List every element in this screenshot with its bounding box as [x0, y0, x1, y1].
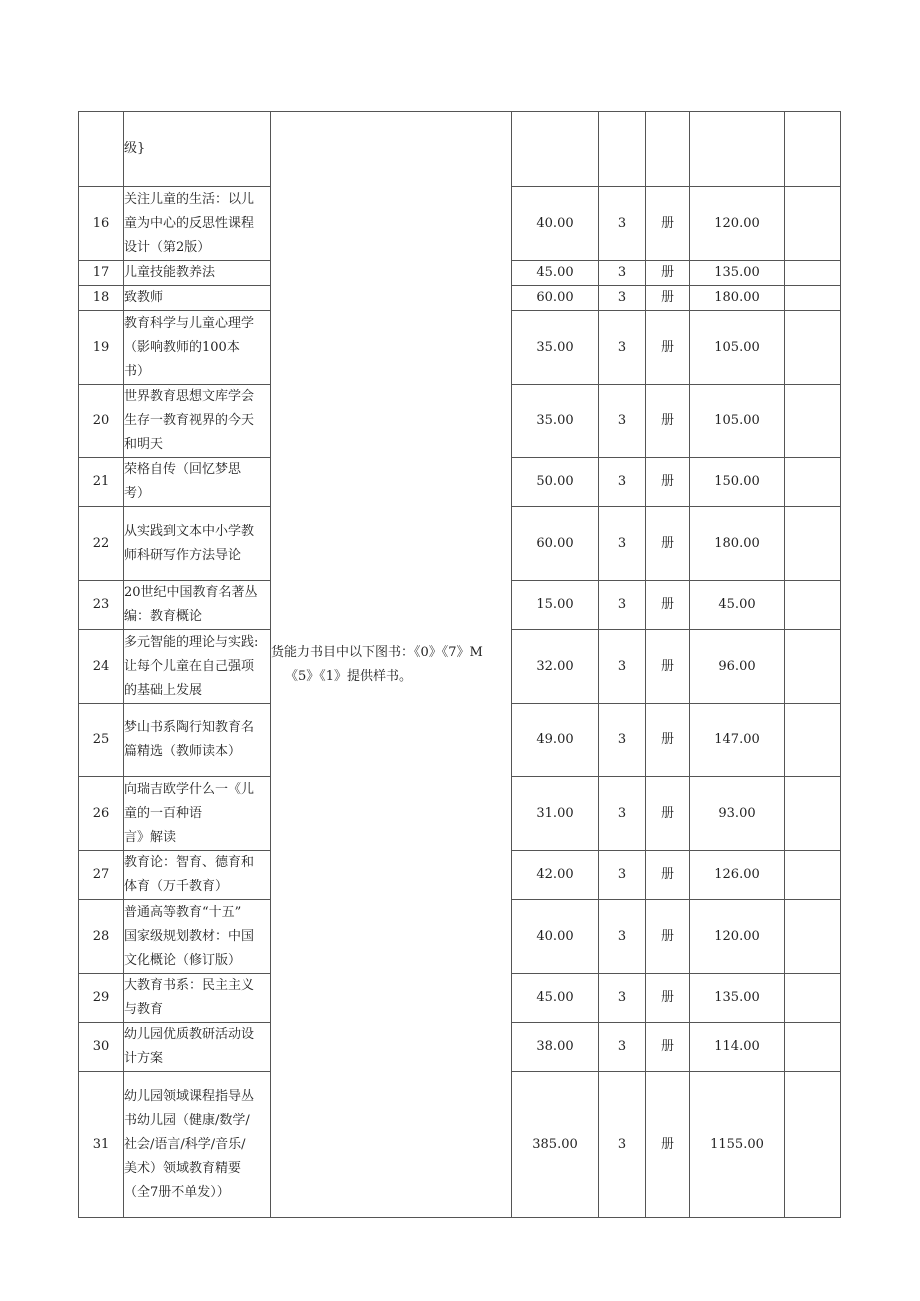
book-title-text: 级}	[124, 141, 146, 156]
total-price: 1155.00	[690, 1072, 785, 1218]
unit: 册	[646, 900, 690, 974]
total-price: 135.00	[690, 261, 785, 286]
row-number: 26	[79, 777, 124, 851]
unit-price: 31.00	[512, 777, 599, 851]
book-title-text: 梦山书系陶行知教育名 篇精选（教师读本）	[124, 720, 255, 759]
book-title-text: 幼儿园优质教研活动设 计方案	[124, 1027, 255, 1066]
quantity: 3	[599, 704, 646, 777]
book-title	[124, 458, 271, 507]
quantity: 3	[599, 851, 646, 900]
book-title	[124, 581, 271, 630]
quantity	[599, 112, 646, 187]
extra-cell	[785, 507, 841, 581]
book-title	[124, 261, 271, 286]
unit-price	[512, 112, 599, 187]
unit: 册	[646, 187, 690, 261]
unit: 册	[646, 1023, 690, 1072]
extra-cell	[785, 704, 841, 777]
book-title	[124, 385, 271, 458]
quantity: 3	[599, 630, 646, 704]
unit-price: 50.00	[512, 458, 599, 507]
row-number: 17	[79, 261, 124, 286]
unit-price: 38.00	[512, 1023, 599, 1072]
total-price: 45.00	[690, 581, 785, 630]
unit-price: 385.00	[512, 1072, 599, 1218]
extra-cell	[785, 1072, 841, 1218]
extra-cell	[785, 112, 841, 187]
quantity: 3	[599, 385, 646, 458]
quantity: 3	[599, 1023, 646, 1072]
book-title	[124, 974, 271, 1023]
total-price: 120.00	[690, 900, 785, 974]
row-number: 16	[79, 187, 124, 261]
book-title-text: 儿童技能教养法	[124, 265, 216, 280]
unit-price: 40.00	[512, 900, 599, 974]
total-price: 105.00	[690, 311, 785, 385]
unit-price: 35.00	[512, 385, 599, 458]
row-number: 28	[79, 900, 124, 974]
quantity: 3	[599, 458, 646, 507]
book-title	[124, 851, 271, 900]
book-title-text: 从实践到文本中小学教 师科研写作方法导论	[124, 523, 255, 563]
quantity: 3	[599, 261, 646, 286]
unit: 册	[646, 458, 690, 507]
unit-price: 60.00	[512, 286, 599, 311]
unit: 册	[646, 581, 690, 630]
unit	[646, 112, 690, 187]
row-number: 29	[79, 974, 124, 1023]
book-title-text: 致教师	[124, 290, 164, 305]
total-price: 135.00	[690, 974, 785, 1023]
unit: 册	[646, 777, 690, 851]
unit: 册	[646, 704, 690, 777]
extra-cell	[785, 851, 841, 900]
extra-cell	[785, 1023, 841, 1072]
extra-cell	[785, 187, 841, 261]
row-number: 21	[79, 458, 124, 507]
unit: 册	[646, 851, 690, 900]
book-title	[124, 1072, 271, 1218]
row-number: 18	[79, 286, 124, 311]
quantity: 3	[599, 286, 646, 311]
quantity: 3	[599, 581, 646, 630]
book-title	[124, 630, 271, 704]
unit-price: 45.00	[512, 974, 599, 1023]
row-number: 22	[79, 507, 124, 581]
unit: 册	[646, 974, 690, 1023]
extra-cell	[785, 900, 841, 974]
extra-cell	[785, 385, 841, 458]
total-price: 147.00	[690, 704, 785, 777]
unit-price: 32.00	[512, 630, 599, 704]
book-title	[124, 112, 271, 187]
unit: 册	[646, 1072, 690, 1218]
remarks-line-2: 《5》《1》提供样书。	[285, 668, 413, 684]
quantity: 3	[599, 311, 646, 385]
total-price: 105.00	[690, 385, 785, 458]
extra-cell	[785, 458, 841, 507]
book-title-text: 关注儿童的生活：以儿 童为中心的反思性课程 设计（第2版）	[124, 191, 255, 255]
extra-cell	[785, 630, 841, 704]
unit-price: 45.00	[512, 261, 599, 286]
unit-price: 35.00	[512, 311, 599, 385]
quantity: 3	[599, 187, 646, 261]
book-title-text: 大教育书系：民主主义 与教育	[124, 978, 255, 1017]
row-number: 20	[79, 385, 124, 458]
extra-cell	[785, 286, 841, 311]
row-number	[79, 112, 124, 187]
extra-cell	[785, 777, 841, 851]
book-title	[124, 1023, 271, 1072]
book-title-text: 教育论：智育、德育和 体育（万千教育）	[124, 855, 255, 894]
book-title	[124, 187, 271, 261]
book-title-text: 普通高等教育“十五” 国家级规划教材：中国 文化概论（修订版）	[124, 904, 255, 968]
book-title	[124, 704, 271, 777]
table-body	[79, 112, 841, 1218]
book-title	[124, 777, 271, 851]
total-price: 120.00	[690, 187, 785, 261]
total-price: 180.00	[690, 286, 785, 311]
extra-cell	[785, 581, 841, 630]
total-price: 114.00	[690, 1023, 785, 1072]
extra-cell	[785, 311, 841, 385]
total-price: 96.00	[690, 630, 785, 704]
book-title-text: 多元智能的理论与实践: 让每个儿童在自己强项 的基础上发展	[124, 634, 259, 698]
quantity: 3	[599, 777, 646, 851]
quantity: 3	[599, 974, 646, 1023]
extra-cell	[785, 974, 841, 1023]
book-title-text: 幼儿园领域课程指导丛 书幼儿园（健康/数学/ 社会/语言/科学/音乐/ 美术）领域教育精要 （全7册不单发））	[124, 1088, 255, 1200]
total-price	[690, 112, 785, 187]
unit: 册	[646, 286, 690, 311]
total-price: 180.00	[690, 507, 785, 581]
unit-price: 60.00	[512, 507, 599, 581]
unit: 册	[646, 385, 690, 458]
unit: 册	[646, 311, 690, 385]
unit-price: 49.00	[512, 704, 599, 777]
unit: 册	[646, 630, 690, 704]
row-number: 27	[79, 851, 124, 900]
unit-price: 15.00	[512, 581, 599, 630]
book-title-text: 教育科学与儿童心理学 （影响教师的100本 书）	[124, 315, 255, 379]
row-number: 23	[79, 581, 124, 630]
book-title	[124, 900, 271, 974]
unit: 册	[646, 507, 690, 581]
extra-cell	[785, 261, 841, 286]
book-order-table	[78, 111, 841, 1218]
book-title-text: 世界教育思想文库学会 生存一教育视界的今天 和明天	[124, 389, 255, 452]
unit-price: 40.00	[512, 187, 599, 261]
row-number: 25	[79, 704, 124, 777]
unit: 册	[646, 261, 690, 286]
total-price: 126.00	[690, 851, 785, 900]
row-number: 31	[79, 1072, 124, 1218]
quantity: 3	[599, 507, 646, 581]
unit-price: 42.00	[512, 851, 599, 900]
book-title	[124, 286, 271, 311]
book-title-text: 20世纪中国教育名著丛 编：教育概论	[124, 585, 258, 624]
book-title	[124, 311, 271, 385]
book-title-text: 荣格自传（回忆梦思 考）	[124, 462, 242, 501]
quantity: 3	[599, 1072, 646, 1218]
quantity: 3	[599, 900, 646, 974]
total-price: 150.00	[690, 458, 785, 507]
book-title-text: 向瑞吉欧学什么一《儿 童的一百种语 言》解读	[124, 781, 255, 845]
remarks-cell	[271, 112, 512, 1218]
row-number: 24	[79, 630, 124, 704]
row-number: 19	[79, 311, 124, 385]
remarks-line-1: 货能力书目中以下图书：《0》《7》M	[271, 644, 483, 660]
book-title	[124, 507, 271, 581]
total-price: 93.00	[690, 777, 785, 851]
table-row	[79, 112, 841, 187]
row-number: 30	[79, 1023, 124, 1072]
